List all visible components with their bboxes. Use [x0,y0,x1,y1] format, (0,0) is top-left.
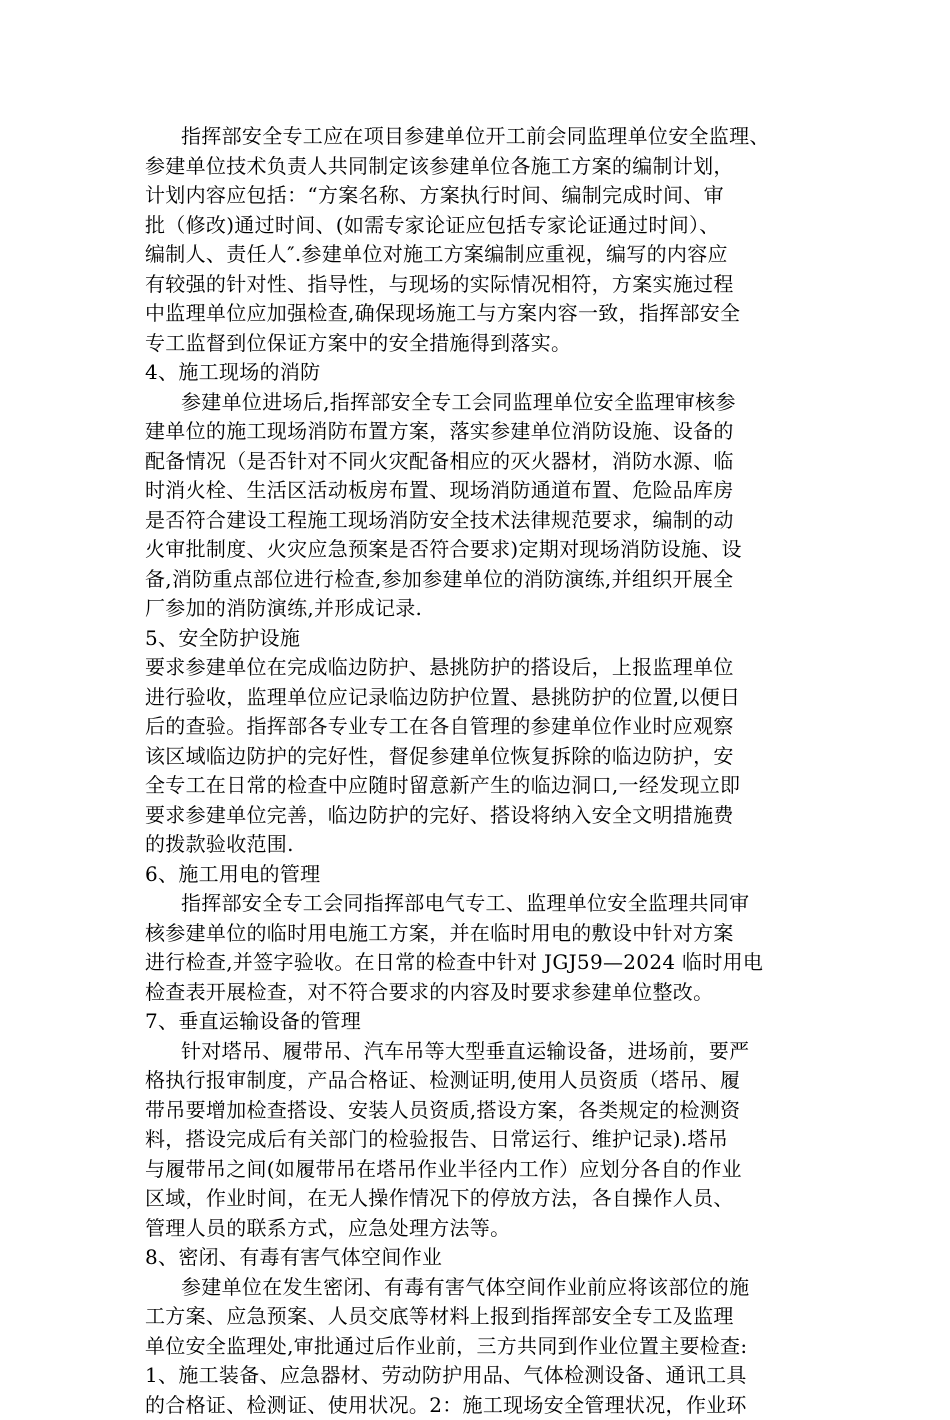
text-line: 进行检查,并签字验收。在日常的检查中针对 JGJ59—2024 临时用电 [145,948,815,978]
text-line: 6、施工用电的管理 [145,860,815,890]
text-line: 检查表开展检查，对不符合要求的内容及时要求参建单位整改。 [145,978,815,1008]
text-line: 计划内容应包括：“方案名称、方案执行时间、编制完成时间、审 [145,181,815,211]
text-line: 针对塔吊、履带吊、汽车吊等大型垂直运输设备，进场前，要严 [145,1037,815,1067]
text-line: 料，搭设完成后有关部门的检验报告、日常运行、维护记录).塔吊 [145,1125,815,1155]
text-line: 指挥部安全专工应在项目参建单位开工前会同监理单位安全监理、 [145,122,815,152]
text-line: 与履带吊之间(如履带吊在塔吊作业半径内工作）应划分各自的作业 [145,1155,815,1185]
text-line: 的拨款验收范围. [145,830,815,860]
text-line: 火审批制度、火灾应急预案是否符合要求)定期对现场消防设施、设 [145,535,815,565]
text-line: 后的查验。指挥部各专业专工在各自管理的参建单位作业时应观察 [145,712,815,742]
text-line: 指挥部安全专工会同指挥部电气专工、监理单位安全监理共同审 [145,889,815,919]
text-line: 该区域临边防护的完好性，督促参建单位恢复拆除的临边防护，安 [145,742,815,772]
text-line: 建单位的施工现场消防布置方案，落实参建单位消防设施、设备的 [145,417,815,447]
text-line: 进行验收，监理单位应记录临边防护位置、悬挑防护的位置,以便日 [145,683,815,713]
document-page [145,122,815,1420]
text-line: 厂参加的消防演练,并形成记录. [145,594,815,624]
text-line: 参建单位进场后,指挥部安全专工会同监理单位安全监理审核参 [145,388,815,418]
text-line: 要求参建单位完善，临边防护的完好、搭设将纳入安全文明措施费 [145,801,815,831]
text-line: 参建单位在发生密闭、有毒有害气体空间作业前应将该部位的施 [145,1273,815,1303]
text-line: 管理人员的联系方式，应急处理方法等。 [145,1214,815,1244]
text-line: 4、施工现场的消防 [145,358,815,388]
text-line: 1、施工装备、应急器材、劳动防护用品、气体检测设备、通讯工具 [145,1361,815,1391]
text-line: 参建单位技术负责人共同制定该参建单位各施工方案的编制计划， [145,152,815,182]
text-line: 带吊要增加检查搭设、安装人员资质,搭设方案，各类规定的检测资 [145,1096,815,1126]
text-line: 区域，作业时间，在无人操作情况下的停放方法，各自操作人员、 [145,1184,815,1214]
text-line: 要求参建单位在完成临边防护、悬挑防护的搭设后，上报监理单位 [145,653,815,683]
text-line: 核参建单位的临时用电施工方案，并在临时用电的敷设中针对方案 [145,919,815,949]
text-line: 的合格证、检测证、使用状况。2：施工现场安全管理状况，作业环 [145,1391,815,1420]
text-line: 格执行报审制度，产品合格证、检测证明,使用人员资质（塔吊、履 [145,1066,815,1096]
text-line: 7、垂直运输设备的管理 [145,1007,815,1037]
text-line: 是否符合建设工程施工现场消防安全技术法律规范要求，编制的动 [145,506,815,536]
text-line: 有较强的针对性、指导性，与现场的实际情况相符，方案实施过程 [145,270,815,300]
text-line: 配备情况（是否针对不同火灾配备相应的灭火器材，消防水源、临 [145,447,815,477]
text-line: 中监理单位应加强检查,确保现场施工与方案内容一致，指挥部安全 [145,299,815,329]
text-line: 专工监督到位保证方案中的安全措施得到落实。 [145,329,815,359]
text-line: 批（修改)通过时间、(如需专家论证应包括专家论证通过时间）、 [145,211,815,241]
text-line: 工方案、应急预案、人员交底等材料上报到指挥部安全专工及监理 [145,1302,815,1332]
text-line: 5、安全防护设施 [145,624,815,654]
text-line: 全专工在日常的检查中应随时留意新产生的临边洞口,一经发现立即 [145,771,815,801]
text-line: 8、密闭、有毒有害气体空间作业 [145,1243,815,1273]
text-line: 时消火栓、生活区活动板房布置、现场消防通道布置、危险品库房 [145,476,815,506]
text-line: 备,消防重点部位进行检查,参加参建单位的消防演练,并组织开展全 [145,565,815,595]
text-line: 编制人、责任人″.参建单位对施工方案编制应重视，编写的内容应 [145,240,815,270]
text-line: 单位安全监理处,审批通过后作业前，三方共同到作业位置主要检查: [145,1332,815,1362]
